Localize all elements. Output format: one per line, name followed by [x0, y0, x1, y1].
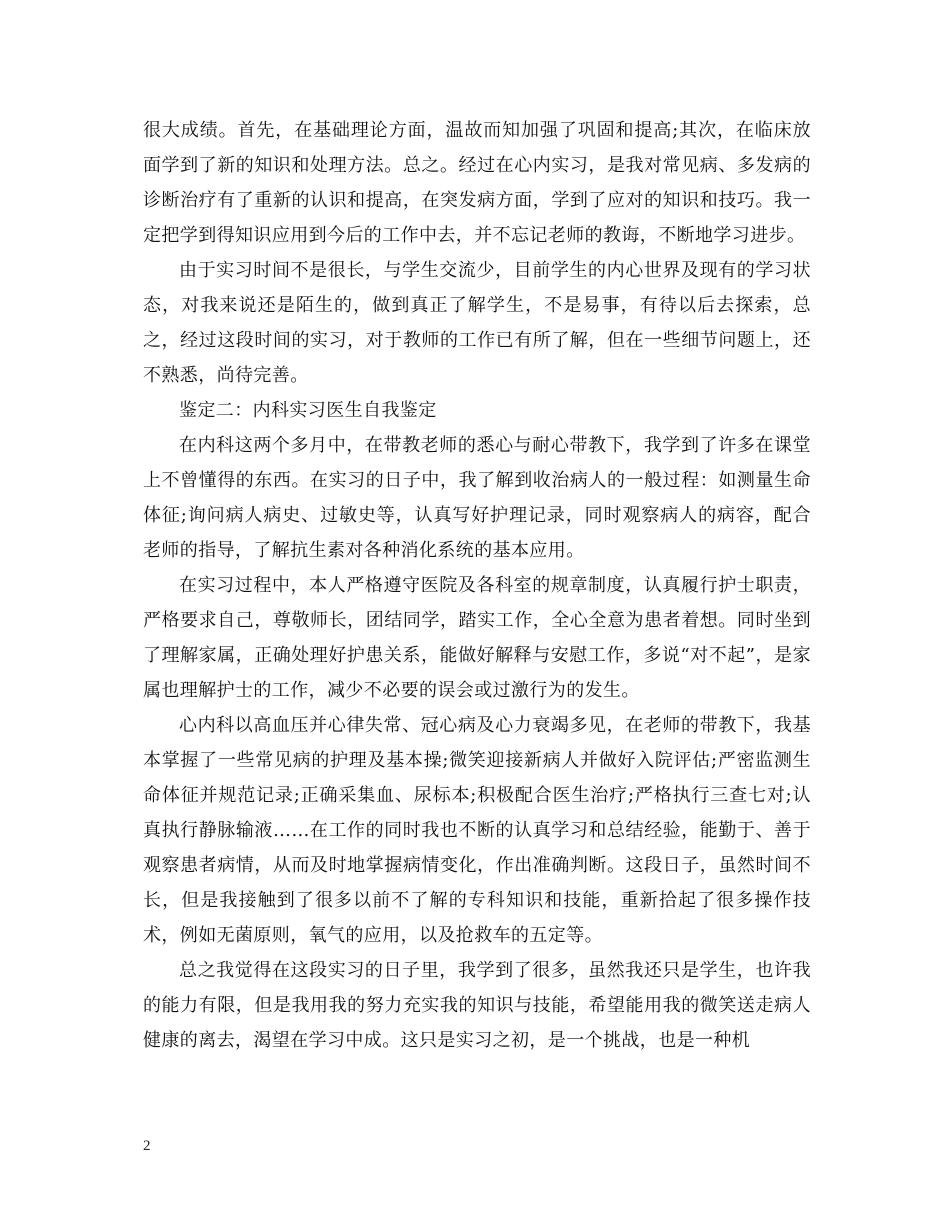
paragraph: 心内科以高血压并心律失常、冠心病及心力衰竭多见，在老师的带教下，我基本掌握了一些常见病的护理及基本操;微笑迎接新病人并做好入院评估;严密监测生命体征并规范记录;正确采集血、尿标本;积极配合医生治疗;严格执行三查七对;认真执行静脉输液……在工作的同时我也不断的认真学习和总结经验，能勤于、善于观察患者病情，从而及时地掌握病情变化，作出准确判断。这段日子，虽然时间不长，但是我接触到了很多以前不了解的专科知识和技能，重新拾起了很多操作技术，例如无菌原则，氧气的应用，以及抢救车的五定等。: [143, 715, 811, 946]
page-number: 2: [143, 1138, 151, 1154]
section-heading: 鉴定二：内科实习医生自我鉴定: [179, 400, 437, 421]
paragraph-continuation: 很大成绩。首先，在基础理论方面，温故而知加强了巩固和提高;其次，在临床放面学到了新的知识和处理方法。总之。经过在心内实习，是我对常见病、多发病的诊断治疗有了重新的认识和提高，在突发病方面，学到了应对的知识和技巧。我一定把学到得知识应用到今后的工作中去，并不忘记老师的教诲，不断地学习进步。: [143, 120, 811, 246]
paragraph: 在实习过程中，本人严格遵守医院及各科室的规章制度，认真履行护士职责，严格要求自己，尊敬师长，团结同学，踏实工作，全心全意为患者着想。同时坐到了理解家属，正确处理好护患关系，能做好解释与安慰工作，多说“对不起”，是家属也理解护士的工作，减少不必要的误会或过激行为的发生。: [143, 575, 811, 701]
paragraph: 总之我觉得在这段实习的日子里，我学到了很多，虽然我还只是学生，也许我的能力有限，但是我用我的努力充实我的知识与技能，希望能用我的微笑送走病人健康的离去，渴望在学习中成。这只是实习之初，是一个挑战，也是一种机: [143, 960, 811, 1051]
document-body: [143, 113, 811, 1058]
paragraph: 由于实习时间不是很长，与学生交流少，目前学生的内心世界及现有的学习状态，对我来说还是陌生的，做到真正了解学生，不是易事，有待以后去探索，总之，经过这段时间的实习，对于教师的工作已有所了解，但在一些细节问题上，还不熟悉，尚待完善。: [143, 260, 811, 386]
paragraph: 在内科这两个多月中，在带教老师的悉心与耐心带教下，我学到了许多在课堂上不曾懂得的东西。在实习的日子中，我了解到收治病人的一般过程：如测量生命体征;询问病人病史、过敏史等，认真写好护理记录，同时观察病人的病容，配合老师的指导，了解抗生素对各种消化系统的基本应用。: [143, 435, 811, 561]
